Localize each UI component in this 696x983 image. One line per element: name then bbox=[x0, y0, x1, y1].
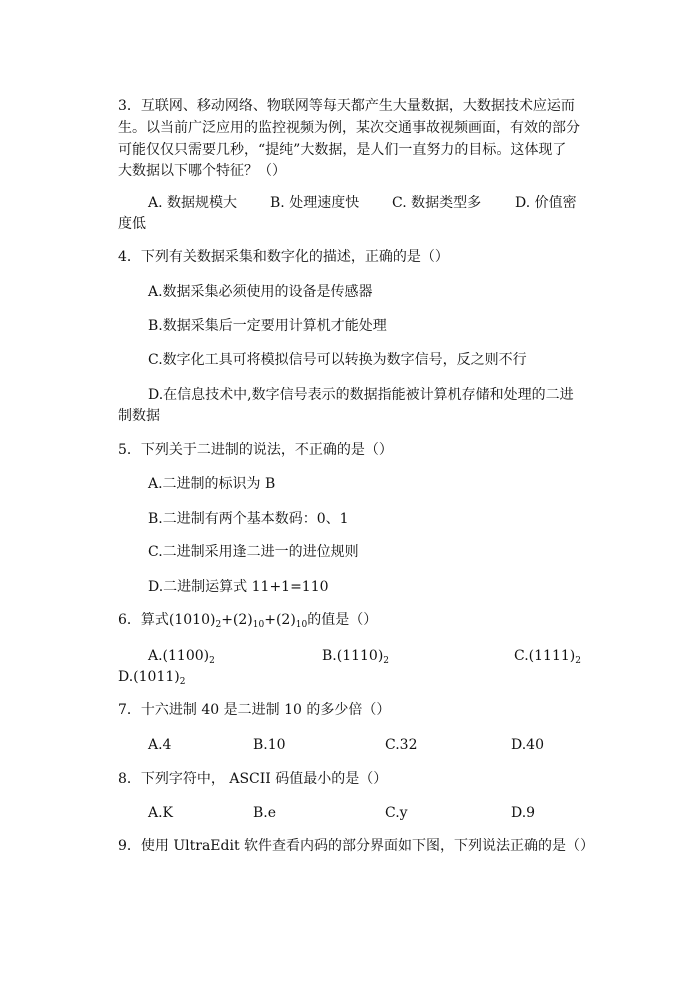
q7-option-c: C.32 bbox=[385, 737, 418, 753]
q6-option-b-text: B.(1110) bbox=[322, 648, 384, 664]
q3-option-d-continued: 度低 bbox=[118, 216, 146, 232]
q8-option-d: D.9 bbox=[511, 805, 536, 821]
q3-stem-line-2: 生。以当前广泛应用的监控视频为例，某次交通事故视频画面，有效的部分 bbox=[118, 120, 580, 136]
q7-option-a: A.4 bbox=[148, 737, 172, 753]
q3-option-d: D. 价值密 bbox=[515, 195, 577, 211]
q6-option-a-text: A.(1100) bbox=[148, 648, 210, 664]
q5-option-a: A.二进制的标识为 B bbox=[148, 476, 276, 492]
q8-option-a: A.K bbox=[148, 805, 174, 821]
q8-option-b: B.e bbox=[253, 805, 277, 821]
q9-stem: 9．使用 UltraEdit 软件查看内码的部分界面如下图，下列说法正确的是（） bbox=[118, 838, 595, 854]
q6-stem-part-1: 6．算式(1010) bbox=[118, 612, 216, 628]
q4-option-c: C.数字化工具可将模拟信号可以转换为数字信号，反之则不行 bbox=[148, 352, 527, 368]
q6-subscript-3: 10 bbox=[295, 620, 308, 630]
q6-stem-part-4: 的值是（） bbox=[307, 612, 378, 628]
q7-stem: 7．十六进制 40 是二进制 10 的多少倍（） bbox=[118, 702, 391, 718]
q8-option-c: C.y bbox=[385, 805, 408, 821]
q7-option-b: B.10 bbox=[253, 737, 286, 753]
q5-option-b: B.二进制有两个基本数码：0、1 bbox=[148, 511, 349, 527]
q6-option-a bbox=[148, 646, 215, 666]
q4-stem: 4．下列有关数据采集和数字化的描述，正确的是（） bbox=[118, 249, 449, 265]
q6-stem-part-3: +(2) bbox=[264, 612, 296, 628]
q6-option-c-text: C.(1111) bbox=[514, 648, 576, 664]
q7-option-d: D.40 bbox=[511, 737, 544, 753]
q6-stem bbox=[118, 610, 578, 630]
q6-stem-part-2: +(2) bbox=[221, 612, 253, 628]
q4-option-d-continued: 制数据 bbox=[118, 408, 160, 424]
q6-option-a-subscript: 2 bbox=[209, 656, 215, 666]
q3-option-a: A. 数据规模大 bbox=[148, 195, 238, 211]
q5-option-d: D.二进制运算式 11+1=110 bbox=[148, 579, 329, 595]
q6-option-b-subscript: 2 bbox=[383, 656, 390, 666]
q4-option-b: B.数据采集后一定要用计算机才能处理 bbox=[148, 318, 387, 334]
q3-stem-line-1: 3．互联网、移动网络、物联网等每天都产生大量数据，大数据技术应运而 bbox=[118, 98, 575, 114]
q3-stem-line-4: 大数据以下哪个特征？（） bbox=[118, 163, 286, 179]
q6-subscript-2: 10 bbox=[252, 620, 265, 630]
q6-option-c-subscript: 2 bbox=[575, 656, 581, 666]
q5-option-c: C.二进制采用逢二进一的进位规则 bbox=[148, 544, 359, 560]
q6-option-b bbox=[322, 646, 389, 666]
q6-option-c bbox=[514, 646, 581, 666]
q6-option-d-text: D.(1011) bbox=[118, 669, 180, 685]
q3-option-c: C. 数据类型多 bbox=[392, 195, 482, 211]
q6-option-d-subscript: 2 bbox=[179, 677, 186, 687]
q4-option-d: D.在信息技术中,数字信号表示的数据指能被计算机存储和处理的二进 bbox=[148, 387, 574, 403]
q6-subscript-1: 2 bbox=[215, 620, 222, 630]
q5-stem: 5．下列关于二进制的说法，不正确的是（） bbox=[118, 442, 393, 458]
q3-stem-line-3: 可能仅仅只需要几秒，“提纯”大数据，是人们一直努力的目标。这体现了 bbox=[118, 142, 567, 158]
q3-option-b: B. 处理速度快 bbox=[270, 195, 360, 211]
q4-option-a: A.数据采集必须使用的设备是传感器 bbox=[148, 284, 373, 300]
q6-option-d bbox=[118, 667, 185, 687]
q8-stem: 8．下列字符中， ASCII 码值最小的是（） bbox=[118, 771, 388, 787]
